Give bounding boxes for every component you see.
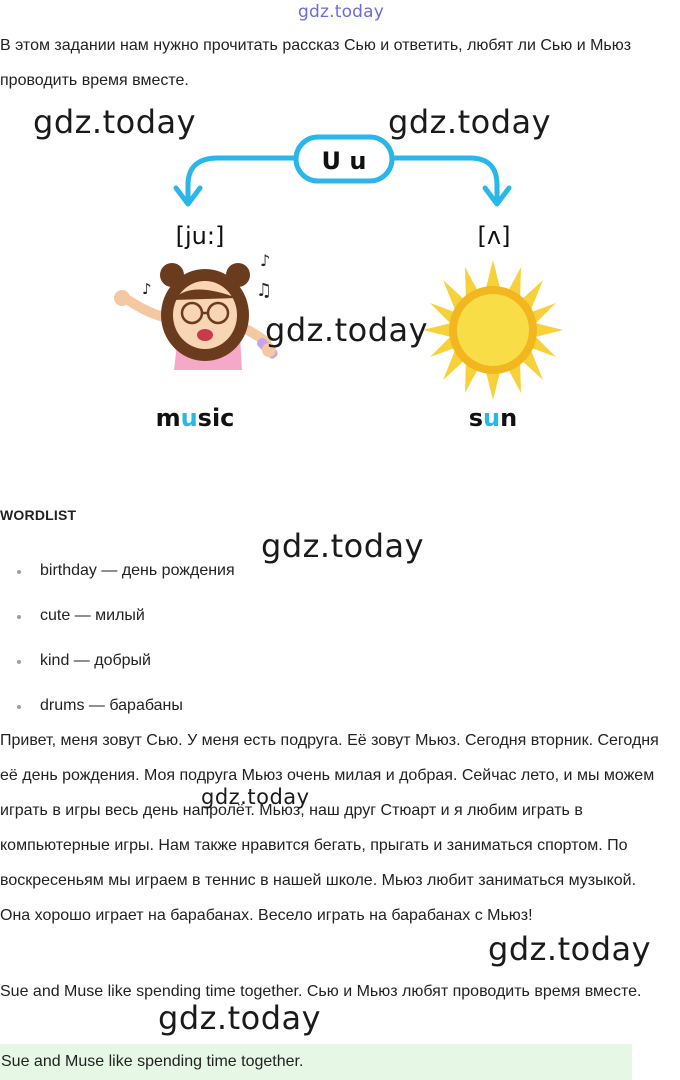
watermark: gdz.today	[298, 2, 385, 22]
list-item-text: birthday — день рождения	[40, 562, 235, 579]
bullet-icon	[17, 660, 21, 664]
intro-paragraph: В этом задании нам нужно прочитать рассказ Сью и ответить, любят ли Сью и Мьюз проводить время вместе.	[0, 37, 632, 89]
list-item	[0, 643, 600, 688]
svg-text:♫: ♫	[256, 280, 273, 301]
answer-box	[0, 1044, 632, 1080]
right-phonetic: [ʌ]	[477, 222, 511, 250]
svg-text:♪: ♪	[260, 251, 271, 270]
left-phonetic: [ju:]	[175, 222, 225, 250]
list-item-text: cute — милый	[40, 607, 145, 624]
watermark: gdz.today	[33, 103, 197, 141]
list-item	[0, 598, 600, 643]
right-arrow-icon	[392, 158, 509, 204]
answer-text: Sue and Muse like spending time together.	[1, 1053, 304, 1070]
watermark: gdz.today	[388, 103, 552, 141]
list-item-text: kind — добрый	[40, 652, 151, 669]
bullet-icon	[17, 615, 21, 619]
watermark: gdz.today	[261, 527, 425, 565]
svg-text:♪: ♪	[142, 280, 152, 298]
left-word: music	[155, 404, 235, 432]
wordlist	[0, 553, 600, 733]
wordlist-heading: WORDLIST	[0, 507, 77, 523]
watermark: gdz.today	[158, 999, 322, 1037]
story-paragraph: Привет, меня зовут Сью. У меня есть подруга. Её зовут Мьюз. Сегодня вторник. Сегодня её день рождения. Моя подруга Мьюз очень милая и добрая. Сейчас лето, и мы можем играть в игры весь день напролёт. Мьюз, наш друг Стюарт и я любим играть в компьютерные игры. Нам также нравится бегать, прыгать и заниматься спортом. По воскресеньям мы играем в теннис в нашей школе. Мьюз любит заниматься музыкой. Она хорошо играет на барабанах. Весело играть на барабанах с Мьюз!	[0, 732, 659, 924]
left-arrow-icon	[176, 158, 296, 204]
list-item-text: drums — барабаны	[40, 697, 183, 714]
bullet-icon	[17, 705, 21, 709]
question-line: Sue and Muse like spending time together. Сью и Мьюз любят проводить время вместе.	[0, 983, 642, 1000]
watermark: gdz.today	[201, 785, 310, 809]
phonics-illustration	[100, 130, 580, 440]
girl-singing-icon	[114, 251, 279, 370]
letter-label: U u	[321, 147, 367, 175]
right-word: sun	[468, 404, 518, 432]
watermark: gdz.today	[265, 311, 429, 349]
list-item	[0, 553, 600, 598]
bullet-icon	[17, 570, 21, 574]
watermark: gdz.today	[488, 930, 652, 968]
sun-icon	[423, 260, 563, 400]
